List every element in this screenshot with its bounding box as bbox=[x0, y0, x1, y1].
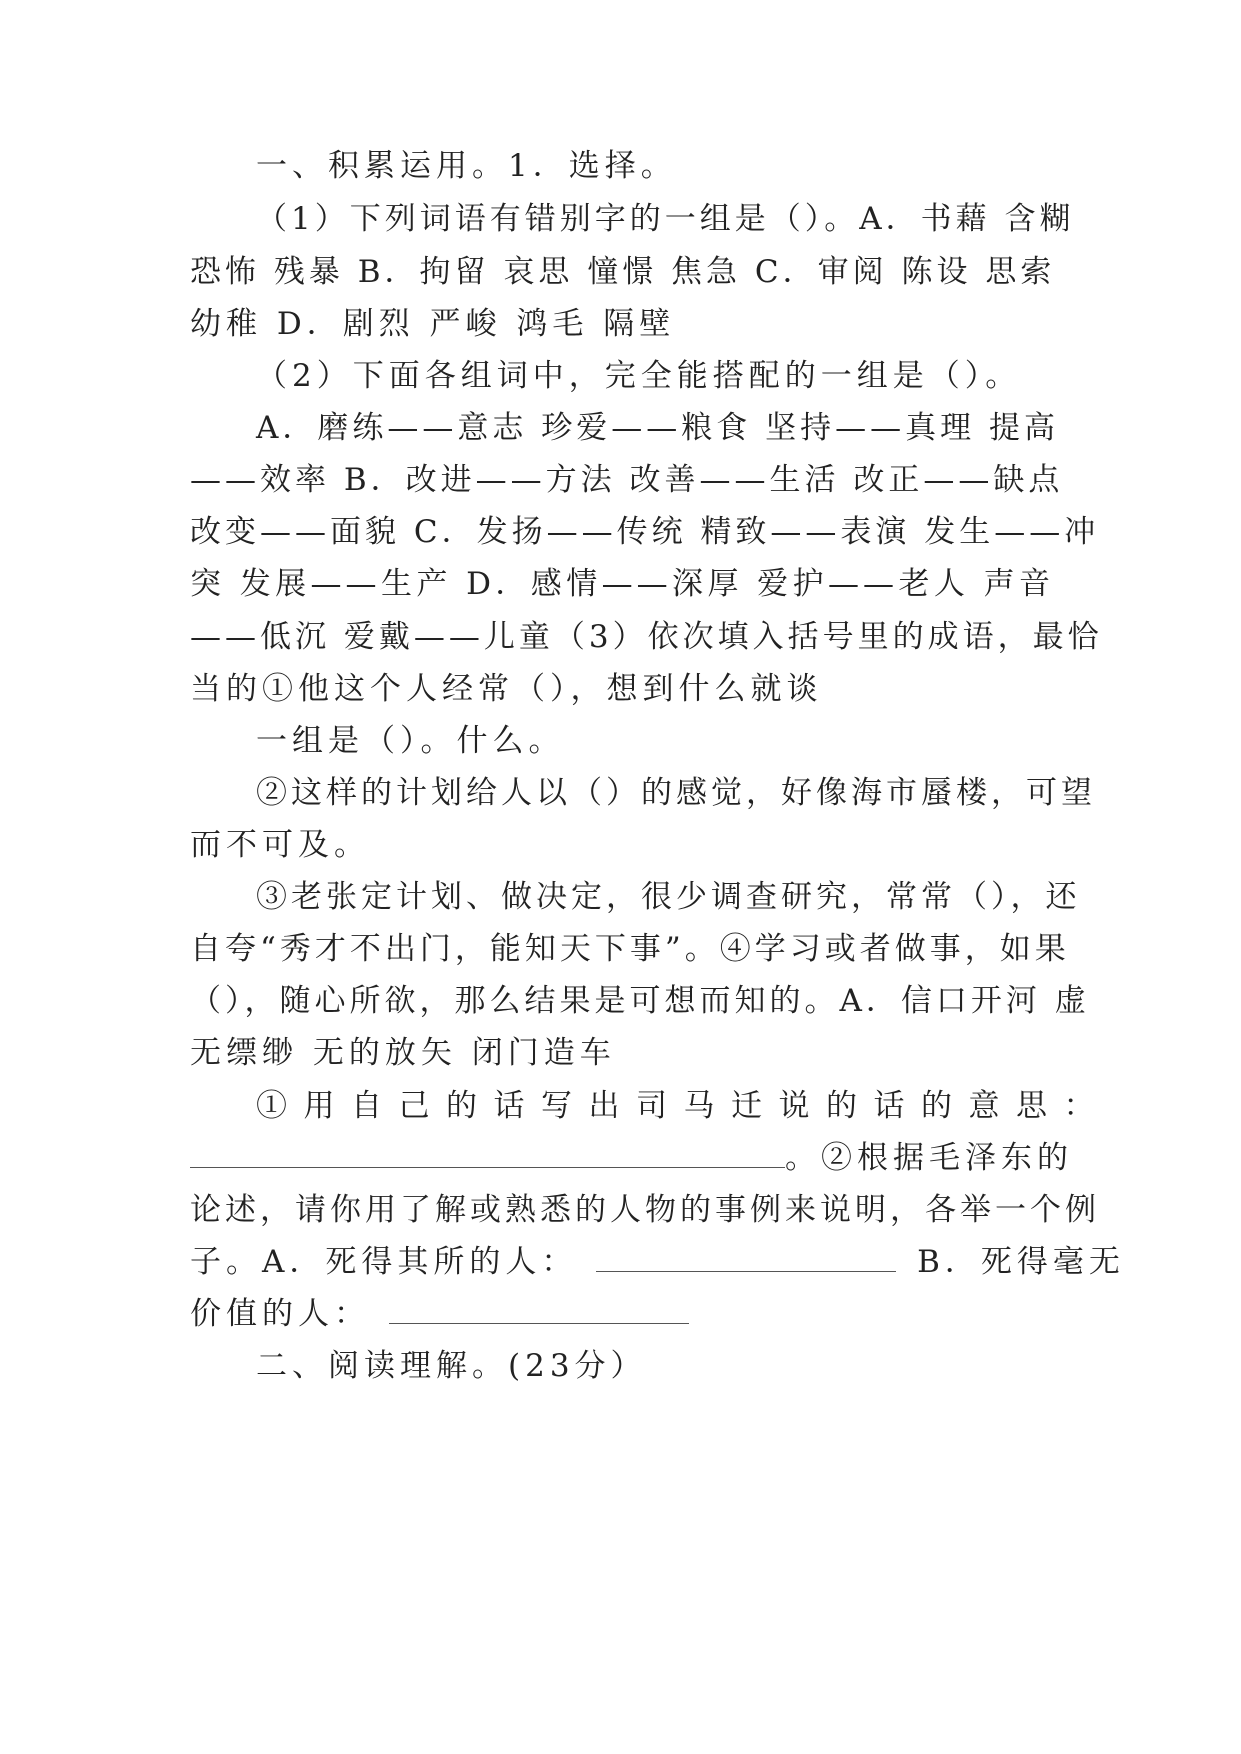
question-mao-zedong-line: 论述，请你用了解或熟悉的人物的事例来说明，各举一个例 bbox=[190, 1192, 1100, 1228]
question-sima-qian-answer-line bbox=[190, 1129, 1073, 1187]
question-sima-qian-line: ①用自己的话写出司马迁说的话的意思： bbox=[256, 1088, 1111, 1124]
question-1-2-options-line: ——效率 B．改进——方法 改善——生活 改正——缺点 bbox=[190, 462, 1064, 498]
question-1-3-item-2: ②这样的计划给人以（）的感觉，好像海市蜃楼，可望 bbox=[256, 775, 1096, 811]
question-1-1-line: （1）下列词语有错别字的一组是（）。A．书藉 含糊 bbox=[256, 201, 1075, 237]
answer-a-label: 子。A．死得其所的人： bbox=[190, 1244, 578, 1280]
question-1-2-options-line: 改变——面貌 C．发扬——传统 精致——表演 发生——冲 bbox=[190, 514, 1100, 550]
answer-blank[interactable] bbox=[190, 1129, 785, 1168]
question-1-2-line: （2）下面各组词中，完全能搭配的一组是（）。 bbox=[256, 358, 1022, 394]
question-1-1-options-line: 恐怖 残暴 B．拘留 哀思 憧憬 焦急 C．审阅 陈设 思索 bbox=[190, 254, 1056, 290]
section-heading-reading: 二、阅读理解。(23分） bbox=[256, 1348, 647, 1384]
question-1-2-options-line: A．磨练——意志 珍爱——粮食 坚持——真理 提高 bbox=[256, 410, 1059, 446]
answer-a-blank[interactable] bbox=[596, 1233, 896, 1272]
question-1-3-item-2: 而不可及。 bbox=[190, 827, 370, 863]
question-1-3-options-line: 无缥缈 无的放矢 闭门造车 bbox=[190, 1035, 616, 1071]
question-mao-zedong-text: 。②根据毛泽东的 bbox=[785, 1140, 1073, 1176]
question-1-2-options-line: 突 发展——生产 D．感情——深厚 爱护——老人 声音 bbox=[190, 566, 1054, 602]
question-1-1-options-line: 幼稚 D．剧烈 严峻 鸿毛 隔壁 bbox=[190, 306, 676, 342]
question-1-3-line: 当的①他这个人经常（），想到什么就谈 bbox=[190, 671, 823, 707]
question-1-3-line: 一组是（）。什么。 bbox=[256, 723, 565, 759]
question-1-3-line: ——低沉 爱戴——儿童（3）依次填入括号里的成语，最恰 bbox=[190, 619, 1103, 655]
question-mao-zedong-answers-line bbox=[190, 1285, 1054, 1343]
question-mao-zedong-answers-line bbox=[190, 1233, 1125, 1291]
section-heading-accumulation: 一、积累运用。1．选择。 bbox=[256, 148, 677, 184]
answer-b-label-cont: 价值的人： bbox=[190, 1296, 370, 1332]
answer-b-blank[interactable] bbox=[389, 1285, 689, 1324]
question-1-3-options-line: （），随心所欲，那么结果是可想而知的。A．信口开河 虚 bbox=[190, 983, 1090, 1019]
question-1-3-item-3: ③老张定计划、做决定，很少调查研究，常常（），还 bbox=[256, 879, 1081, 915]
answer-b-label: B．死得毫无 bbox=[917, 1244, 1125, 1280]
question-1-3-item-4: 自夸“秀才不出门，能知天下事”。④学习或者做事，如果 bbox=[190, 931, 1070, 967]
